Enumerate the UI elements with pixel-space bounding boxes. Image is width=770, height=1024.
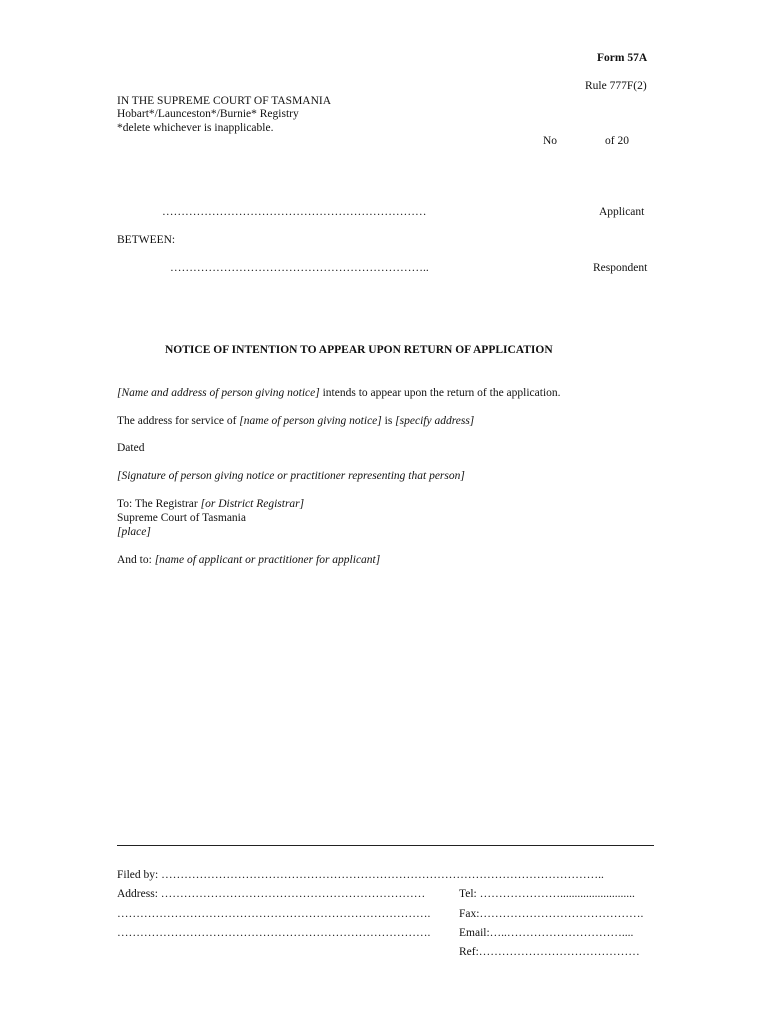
dated-label: Dated	[117, 442, 145, 454]
notice-line-2-prefix: The address for service of	[117, 415, 240, 427]
to-registrar-placeholder: [or District Registrar]	[200, 498, 305, 510]
court-name: IN THE SUPREME COURT OF TASMANIA	[117, 95, 332, 107]
to-registrar-line	[117, 498, 304, 510]
applicant-label: Applicant	[599, 206, 645, 218]
address-line-3: ……………………………………………………………………….	[117, 927, 431, 939]
notice-line-1	[117, 387, 561, 399]
tel-field: Tel: …………………..........................	[459, 888, 635, 900]
and-to-placeholder: [name of applicant or practitioner for applicant]	[154, 554, 381, 566]
delete-note: *delete whichever is inapplicable.	[117, 122, 274, 134]
to-place-placeholder: [place]	[117, 526, 151, 538]
applicant-name-blank: ……………………………………………………………	[162, 206, 427, 218]
to-court-name: Supreme Court of Tasmania	[117, 512, 246, 524]
notice-line-2-name-placeholder: [name of person giving notice]	[239, 415, 382, 427]
footer-divider	[117, 845, 654, 846]
notice-line-2	[117, 415, 474, 427]
case-year-label: of 20	[605, 135, 629, 147]
notice-title: NOTICE OF INTENTION TO APPEAR UPON RETURN OF APPLICATION	[165, 344, 553, 356]
rule-reference: Rule 777F(2)	[585, 80, 647, 92]
ref-field: Ref:……………………………………	[459, 946, 640, 958]
address-line-2: ……………………………………………………………………….	[117, 908, 431, 920]
to-registrar-prefix: To: The Registrar	[117, 498, 201, 510]
signature-placeholder: [Signature of person giving notice or practitioner representing that person]	[117, 470, 465, 482]
email-field: Email:…..…………………………....	[459, 927, 634, 939]
and-to-prefix: And to:	[117, 554, 155, 566]
form-number: Form 57A	[597, 52, 648, 64]
fax-field: Fax:…………………………………….	[459, 908, 644, 920]
and-to-line	[117, 554, 380, 566]
respondent-label: Respondent	[593, 262, 648, 274]
filed-by-field: Filed by: ……………………………………………………………………………………………………..	[117, 869, 604, 881]
notice-line-2-mid: is	[381, 415, 396, 427]
notice-line-2-address-placeholder: [specify address]	[395, 415, 475, 427]
notice-line-1-placeholder: [Name and address of person giving notice]	[117, 387, 320, 399]
between-label: BETWEEN:	[117, 234, 176, 246]
respondent-name-blank: …………………………………………………………..	[170, 262, 429, 274]
registry: Hobart*/Launceston*/Burnie* Registry	[117, 108, 299, 120]
notice-line-1-text: intends to appear upon the return of the application.	[319, 387, 561, 399]
case-no-label: No	[543, 135, 558, 147]
address-field: Address: ……………………………………………………………	[117, 888, 426, 900]
